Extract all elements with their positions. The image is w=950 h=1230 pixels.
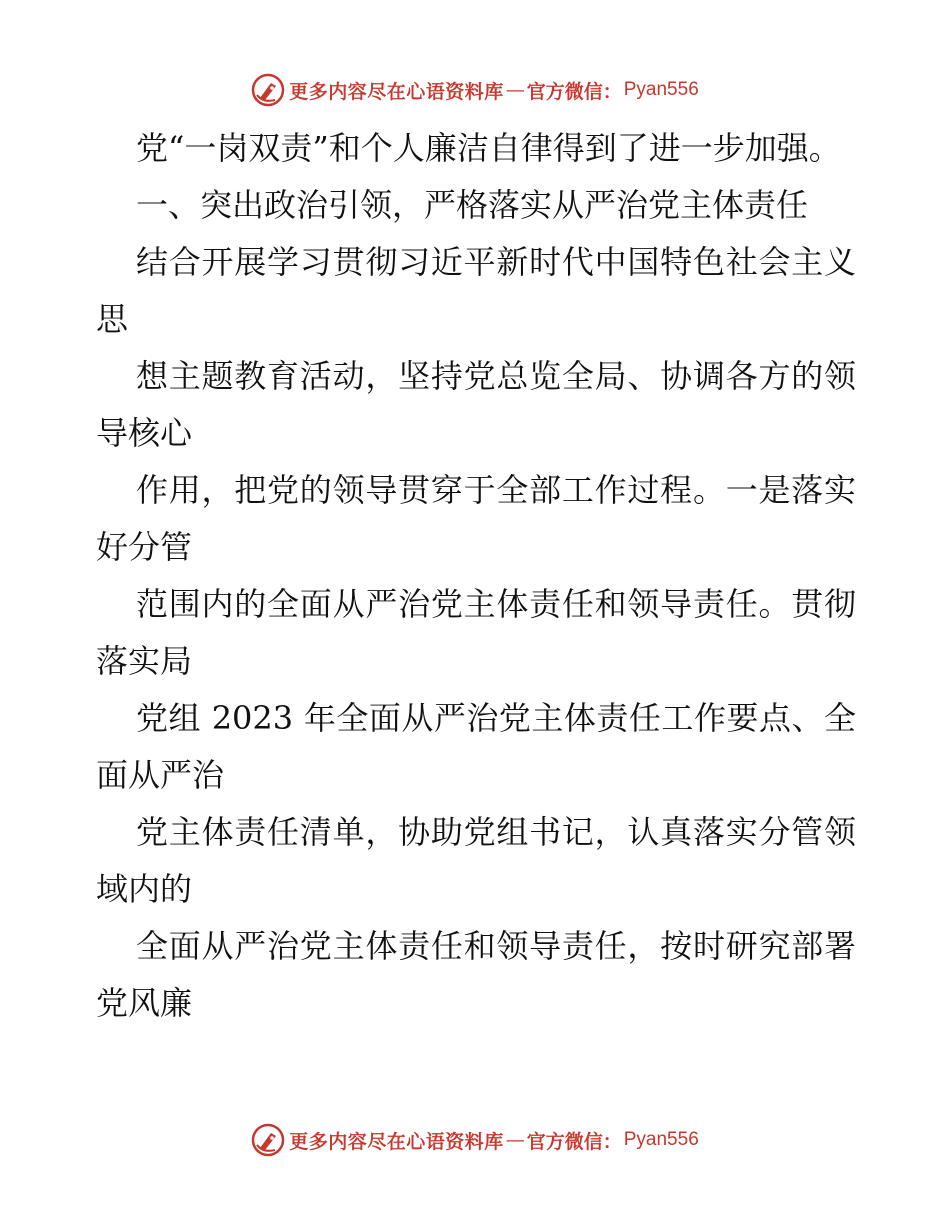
paragraph: 党组 2023 年全面从严治党主体责任工作要点、全面从严治	[96, 699, 856, 794]
paragraph: 想主题教育活动，坚持党总览全局、协调各方的领导核心	[96, 357, 856, 452]
banner-wechat-label: 官方微信：	[526, 80, 622, 103]
banner-dash: —	[505, 1129, 525, 1151]
banner-dash: —	[505, 79, 525, 101]
banner-main-text: 更多内容尽在心语资料库	[289, 80, 504, 103]
paragraph: 党“一岗双责”和个人廉洁自律得到了进一步加强。	[136, 129, 841, 167]
paragraph: 作用，把党的领导贯穿于全部工作过程。一是落实好分管	[96, 471, 856, 566]
banner-wechat-label: 官方微信：	[526, 1130, 622, 1153]
pen-nib-logo-icon	[251, 1123, 285, 1157]
pen-nib-logo-icon	[251, 73, 285, 107]
paragraph: 全面从严治党主体责任和领导责任，按时研究部署党风廉	[96, 927, 856, 1022]
footer-watermark-banner	[0, 1120, 950, 1160]
section-heading: 一、突出政治引领，严格落实从严治党主体责任	[136, 186, 809, 224]
paragraph: 范围内的全面从严治党主体责任和领导责任。贯彻落实局	[96, 585, 856, 680]
banner-main-text: 更多内容尽在心语资料库	[289, 1130, 504, 1153]
banner-account: Pyan556	[623, 79, 699, 100]
banner-account: Pyan556	[623, 1129, 699, 1150]
paragraph: 结合开展学习贯彻习近平新时代中国特色社会主义思	[96, 243, 856, 338]
document-body	[96, 120, 856, 1032]
header-watermark-banner	[0, 70, 950, 110]
paragraph: 党主体责任清单，协助党组书记，认真落实分管领域内的	[96, 813, 856, 908]
